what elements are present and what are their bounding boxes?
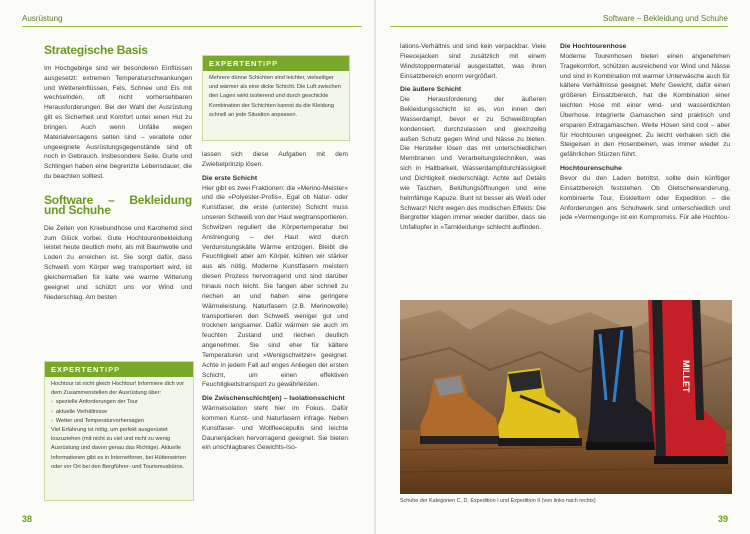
heading-hochtourenhose: Die Hochtourenhose: [560, 43, 627, 50]
paragraph-hochtourenschuhe: Bevor du den Laden betrittst, sollte dein künftiger Einsatzbereich feststehen. Ob Gletscherwanderung, kombinierte Tour, Eisklettern oder Expedition – die Anforderungen ans Schuhwerk sind unterschiedlich und jede »Vermengung« ist ein Kompromiss. Für alle Hochtou-: [560, 174, 730, 222]
heading-strategische-basis: Strategische Basis: [44, 43, 148, 57]
paragraph-zwiebelprinzip: lassen sich diese Aufgaben mit dem Zwiebelprinzip lösen.: [202, 151, 348, 168]
expert-tip-intro: Hochtour ist nicht gleich Hochtour! Informiere dich vor dem Zusammenstellen der Ausrüstung über:: [51, 381, 185, 397]
left-column-1: [44, 43, 192, 305]
expert-tip-outro: Viel Erfahrung ist nötig, um perfekt ausgerüstet loszuziehen (mit nicht zu viel und nicht zu wenig Ausrüstung und davon genau das Richtige). Aktuelle Informationen gibt es in Internetforen, bei Hüttenwirten oder vor Ort bei den Bergführer- und Tourismusbüros.: [51, 427, 186, 470]
paragraph-hochtourenhose: Moderne Tourenhosen bieten einen angenehmen Tragekomfort, schützen ausreichend vor Wind und Nässe und sind in Kombination mit warmer Unterwäsche auch für kältere Verhältnisse geeignet. Mehr Gewicht, dafür einen größeren Einsatzbereich, hat die Kombination einer leichten Hose mit einer wind- und wasserdichten Überhose. Integrierte Gamaschen sind praktisch und ersparen Extragamaschen. Weite Hosen sind cool – aber für Hochtouren ungeeignet: Zu leicht verhaken sich die Steigeisen in den Hosenbeinen, was immer wieder zu gefährlichen Stürzen führt.: [560, 52, 730, 159]
right-page-number: 39: [717, 514, 728, 524]
heading-erste-schicht: Die erste Schicht: [202, 174, 258, 182]
paragraph-isolation-cont: lations-Verhältnis und sind kein verpackbar. Viele Fleecejacken sind zusätzlich mit einem Windstoppermaterial ausgestattet, was ihren Einsatzbereich enorm vergrößert.: [400, 43, 546, 80]
left-running-head: Ausrüstung: [22, 14, 63, 23]
heading-aeussere-schicht: Die äußere Schicht: [400, 86, 462, 94]
paragraph-strategische-basis: Im Hochgebirge sind wir besonderen Einflüssen ausgesetzt: extremen Temperaturschwankungen und Wettereinflüssen, Fels, Schnee und Eis mit wechselnden, oft nicht vorhersehbaren Herausforderungen. Bei der Wahl der Ausrüstung gilt es Sicherheit und Komfort unter einen Hut zu bringen. Auch wenn Unfälle wegen Materialversagens selten sind – veraltete oder ungeeignete Ausrüstungsgegenstände sind oft noch in Gebrauch. Insbesondere Seile, Gurte und Schlingen haben eine begrenzte Lebensdauer, die du beachten solltest.: [44, 64, 192, 181]
heading-zwischenschicht: Die Zwischenschicht(en) – Isolationsschicht: [202, 395, 345, 403]
right-column-1: [400, 42, 546, 236]
left-header-rule: [22, 26, 362, 27]
list-item: › Wetter und Temperaturvorhersagen: [51, 417, 187, 426]
expert-tip-header: EXPERTENTIPP: [45, 362, 193, 377]
expert-tip-body: [45, 377, 193, 475]
expert-tip-box-tour: [44, 361, 194, 501]
boots-photo: [400, 300, 732, 494]
heading-hochtourenschuhe: Hochtourenschuhe: [560, 165, 622, 173]
photo-caption: Schuhe der Kategorien C, D, Expedition I und Expedition II (von links nach rechts): [400, 498, 596, 504]
left-column-2: [202, 150, 348, 456]
paragraph-erste-schicht: Hier gibt es zwei Fraktionen: die »Merino-Meister« und die »Polyester-Profis«. Egal ob Natur- oder Kunstfaser, die erste (unterste) Schicht muss unseren Schweiß von der Haut wegtransportieren. Schwitzen reguliert die Körpertemperatur bei Anstrengung – der Haut wird durch Verdunstungskälte Wärme entzogen. Bleibt die Feuchtigkeit aber am Körper, kühlen wir stärker aus als nötig. Moderne Kunstfasern meistern diesen Prozess hervorragend und sind darüber hinaus noch leicht. Sie fangen aber schnell zu riechen an und haben eine geringere Wärmeleistung. Naturfasern (z.B. Merinowolle) transportieren den Schweiß weniger gut und trocknen langsamer. Dafür wärmen sie auch im feuchten Zustand und riechen deutlich angenehmer. Sie sind eher für kältere Temperaturen und »Wenigschwitzer« geeignet. Achte in jedem Fall auf enges Anliegen der ersten Schicht, um einen effektiven Feuchtigkeitstransport zu gewährleisten.: [202, 184, 348, 389]
boots-illustration: [400, 300, 732, 494]
expert-tip-text: Mehrere dünne Schichten sind leichter, vielseitiger und wärmer als eine dicke Schicht. Die Luft zwischen den Lagen wirkt isolierend und durch geschickte Kombination der Schichten kannst du die Kleidung schnell an jede Situation anpassen.: [209, 75, 341, 118]
expert-tip-header: EXPERTENTIPP: [203, 56, 349, 71]
list-item: › spezielle Anforderungen der Tour: [51, 398, 187, 407]
right-column-2: [560, 42, 730, 226]
paragraph-software-bekleidung: Die Zeiten von Kniebundhose und Karohemd sind zum Glück vorbei. Gute Hochtourenbekleidung leistet heute deutlich mehr, als mit Baumwolle und Loden zu erreichen ist. Sie sorgt dafür, dass Schweiß vom Körper weg transportiert wird, ist gleichermaßen für kalte wie warme Witterung geeignet und schützt uns vor Wind und Niederschlag. Am besten: [44, 224, 192, 301]
right-header-rule: [390, 26, 728, 27]
paragraph-aeussere-schicht: Die Herausforderung der äußeren Bekleidungsschicht ist es, von innen den Wasserdampf, bevor er zu Schweißtropfen kondensiert, durchzulassen und gleichzeitig außen Schutz gegen Wind und Nässe zu bieten. Die Hersteller lösen das mit unterschiedlichen Membranen und Verarbeitungstechniken, was sich in Haltbarkeit, Wasserdampfdurchlässigkeit und Dichtigkeit niederschlägt. Achte auf Details wie Taschen, Belüftungsöffnungen und eine helmfähige Kapuze. Bunt ist besser als Weiß oder Schwarz! Nicht wegen des modischen Effekts: Die Bergretter klagen immer wieder darüber, dass sie Unfallopfer in »Tarnkleidung« schlecht auffinden.: [400, 96, 546, 232]
list-item: › aktuelle Verhältnisse: [51, 408, 187, 417]
expert-tip-box-layers: [202, 55, 350, 141]
right-running-head: Software – Bekleidung und Schuhe: [603, 14, 728, 23]
expert-tip-list: [51, 398, 187, 426]
left-page-number: 38: [22, 514, 33, 524]
heading-software-bekleidung: Software – Bekleidung und Schuhe: [44, 192, 192, 217]
paragraph-zwischenschicht: Wärmeisolation steht hier im Fokus. Dafür kommen Kunst- und Naturfasern infrage. Neben Kunstfaser- und Wollfleecepullis sind leichte Daunenjacken hervorragend geeignet. Sie bieten ein unschlagbares Gewichts-Iso-: [202, 405, 348, 452]
gaiter-brand-text: MILLET: [681, 360, 691, 393]
